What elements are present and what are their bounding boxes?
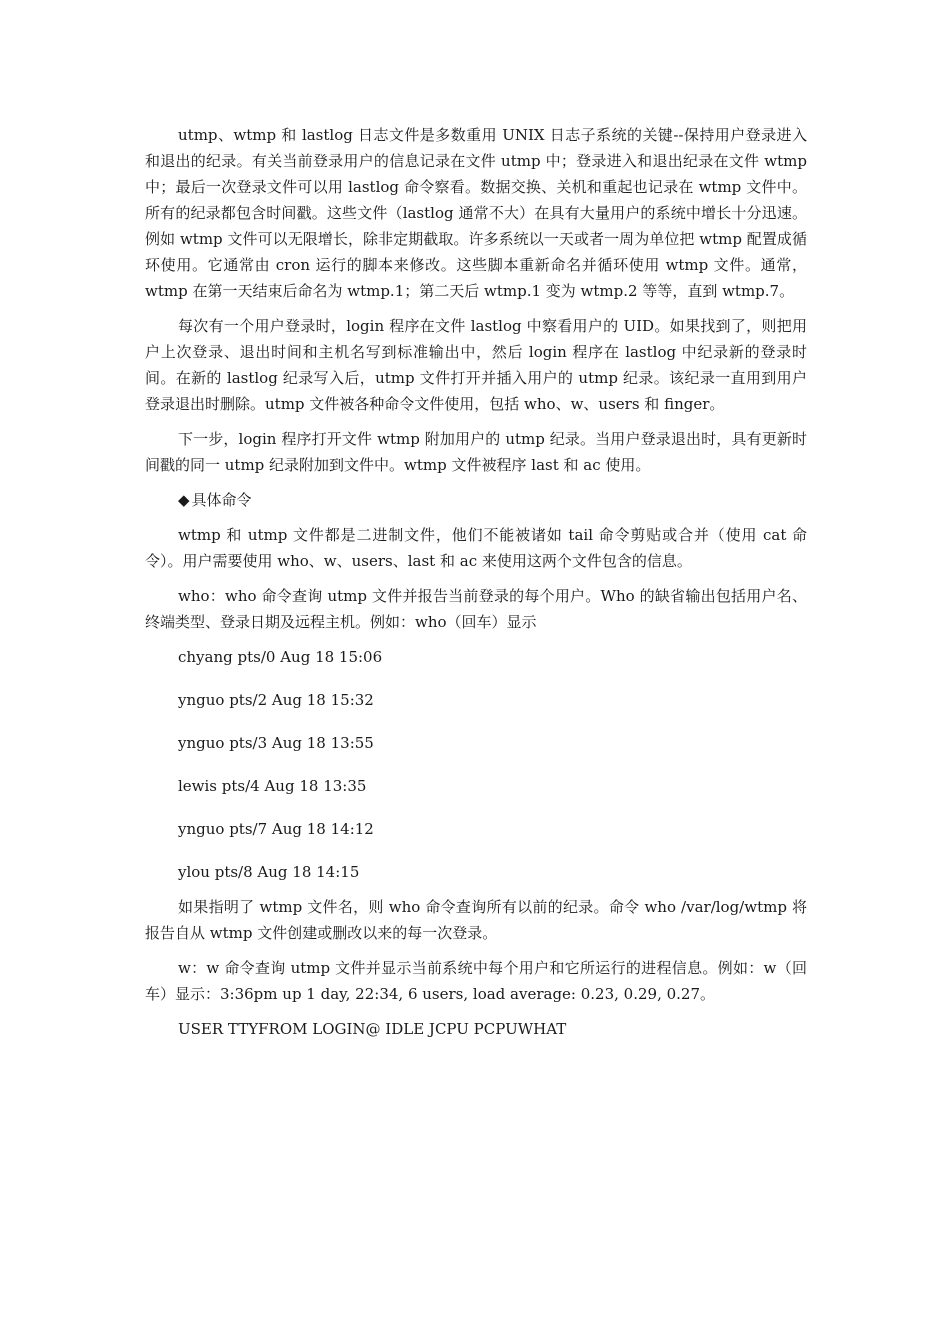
- section-heading: [145, 487, 807, 513]
- diamond-bullet-icon: ◆: [178, 491, 190, 509]
- paragraph-login-wtmp: 下一步，login 程序打开文件 wtmp 附加用户的 utmp 纪录。当用户登录退出时，具有更新时间戳的同一 utmp 纪录附加到文件中。wtmp 文件被程序 last 和 ac 使用。: [145, 430, 807, 474]
- paragraph-login-lastlog: 每次有一个用户登录时，login 程序在文件 lastlog 中察看用户的 UID。如果找到了，则把用户上次登录、退出时间和主机名写到标准输出中，然后 login 程序在 lastlog 中纪录新的登录时间。在新的 lastlog 纪录写入后，utmp 文件打开并插入用户的 utmp 纪录。该纪录一直用到用户登录退出时删除。utmp 文件被各种命令文件使用，包括 who、w、users 和 finger。: [145, 317, 807, 413]
- who-output-line: lewis pts/4 Aug 18 13:35: [178, 777, 367, 795]
- who-output-line: chyang pts/0 Aug 18 15:06: [178, 648, 383, 666]
- paragraph-binary-files: wtmp 和 utmp 文件都是二进制文件，他们不能被诸如 tail 命令剪贴或合并（使用 cat 命令）。用户需要使用 who、w、users、last 和 ac 来使用这两个文件包含的信息。: [145, 526, 807, 570]
- who-output-line: ynguo pts/7 Aug 18 14:12: [178, 820, 374, 838]
- paragraph-who-command: who：who 命令查询 utmp 文件并报告当前登录的每个用户。Who 的缺省输出包括用户名、终端类型、登录日期及远程主机。例如：who（回车）显示: [145, 587, 807, 631]
- section-heading-text: 具体命令: [191, 491, 252, 509]
- document-body: [145, 122, 807, 1059]
- paragraph-w-command: w：w 命令查询 utmp 文件并显示当前系统中每个用户和它所运行的进程信息。例如：w（回车）显示：3:36pm up 1 day, 22:34, 6 users, load average: 0.23, 0.29, 0.27。: [145, 959, 807, 1003]
- who-output-line: ynguo pts/3 Aug 18 13:55: [178, 734, 374, 752]
- paragraph-who-wtmp-file: 如果指明了 wtmp 文件名，则 who 命令查询所有以前的纪录。命令 who /var/log/wtmp 将报告自从 wtmp 文件创建或删改以来的每一次登录。: [145, 898, 807, 942]
- who-output-line: ylou pts/8 Aug 18 14:15: [178, 863, 360, 881]
- paragraph-utmp-wtmp-intro: utmp、wtmp 和 lastlog 日志文件是多数重用 UNIX 日志子系统的关键--保持用户登录进入和退出的纪录。有关当前登录用户的信息记录在文件 utmp 中；登录进入和退出纪录在文件 wtmp 中；最后一次登录文件可以用 lastlog 命令察看。数据交换、关机和重起也记录在 wtmp 文件中。所有的纪录都包含时间戳。这些文件（lastlog 通常不大）在具有大量用户的系统中增长十分迅速。例如 wtmp 文件可以无限增长，除非定期截取。许多系统以一天或者一周为单位把 wtmp 配置成循环使用。它通常由 cron 运行的脚本来修改。这些脚本重新命名并循环使用 wtmp 文件。通常，wtmp 在第一天结束后命名为 wtmp.1；第二天后 wtmp.1 变为 wtmp.2 等等，直到 wtmp.7。: [145, 126, 807, 300]
- w-output-header: USER TTYFROM LOGIN@ IDLE JCPU PCPUWHAT: [178, 1020, 567, 1038]
- who-output-line: ynguo pts/2 Aug 18 15:32: [178, 691, 374, 709]
